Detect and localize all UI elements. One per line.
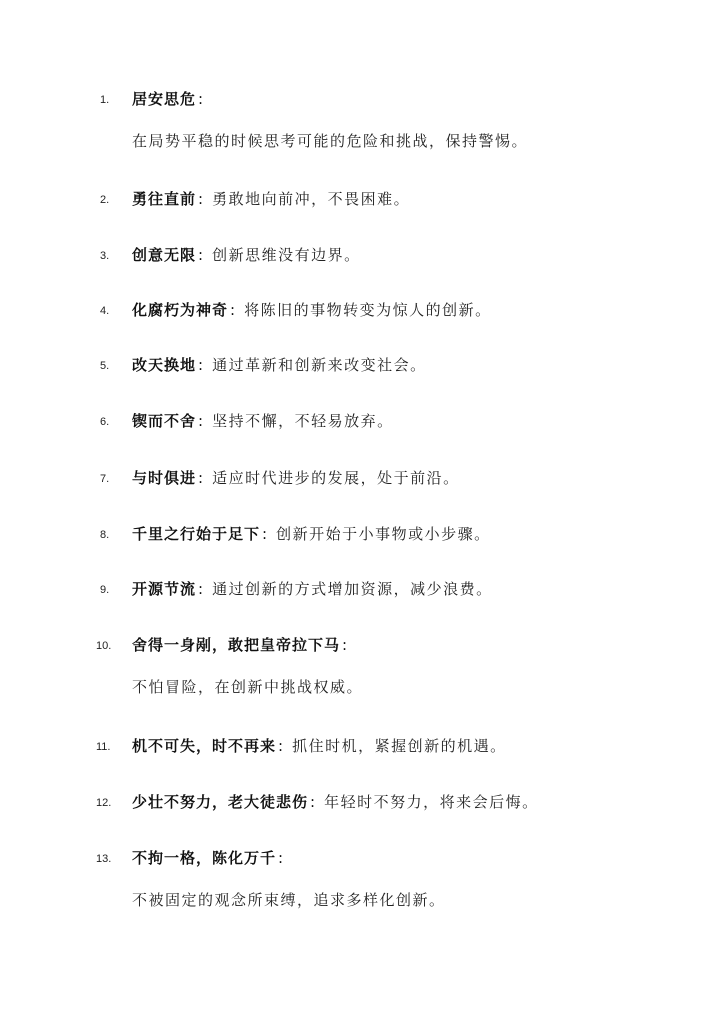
list-item xyxy=(0,297,720,323)
item-colon: : xyxy=(310,793,317,811)
item-description: 将陈旧的事物转变为惊人的创新。 xyxy=(244,301,492,319)
item-colon: : xyxy=(342,636,349,654)
item-description: 创新思维没有边界。 xyxy=(212,246,361,264)
item-title: 居安思危 xyxy=(132,90,197,108)
item-description: 不怕冒险，在创新中挑战权威。 xyxy=(132,678,364,696)
item-description: 勇敢地向前冲，不畏困难。 xyxy=(212,190,411,208)
list-item xyxy=(0,576,720,602)
item-colon: : xyxy=(198,580,205,598)
item-description: 创新开始于小事物或小步骤。 xyxy=(276,525,491,543)
item-number: 1. xyxy=(100,94,110,106)
item-description: 年轻时不努力，将来会后悔。 xyxy=(324,793,539,811)
item-title: 不拘一格，陈化万千 xyxy=(132,849,277,867)
item-colon: : xyxy=(198,246,205,264)
item-number: 10. xyxy=(96,640,112,652)
item-number: 11. xyxy=(96,741,111,753)
item-number: 9. xyxy=(100,584,110,596)
list-item xyxy=(0,408,720,434)
item-colon: : xyxy=(198,469,205,487)
item-number: 13. xyxy=(96,853,112,865)
item-description: 适应时代进步的发展，处于前沿。 xyxy=(212,469,460,487)
item-title: 千里之行始于足下 xyxy=(132,525,261,543)
item-colon: : xyxy=(230,301,237,319)
list-item xyxy=(0,352,720,378)
list-item xyxy=(0,789,720,815)
list-item xyxy=(0,521,720,547)
list-item xyxy=(0,186,720,212)
item-colon: : xyxy=(198,190,205,208)
list-item xyxy=(0,465,720,491)
item-title: 舍得一身剐，敢把皇帝拉下马 xyxy=(132,636,341,654)
item-title: 改天换地 xyxy=(132,356,197,374)
list-item xyxy=(0,632,720,700)
list-item xyxy=(0,845,720,913)
item-description: 在局势平稳的时候思考可能的危险和挑战，保持警惕。 xyxy=(132,132,529,150)
item-description: 不被固定的观念所束缚，追求多样化创新。 xyxy=(132,891,446,909)
item-description: 通过创新的方式增加资源，减少浪费。 xyxy=(212,580,493,598)
item-title: 勇往直前 xyxy=(132,190,197,208)
item-description: 通过革新和创新来改变社会。 xyxy=(212,356,427,374)
item-description: 抓住时机，紧握创新的机遇。 xyxy=(292,737,507,755)
list-item xyxy=(0,86,720,154)
item-title: 与时俱进 xyxy=(132,469,197,487)
item-title: 少壮不努力，老大徒悲伤 xyxy=(132,793,309,811)
item-number: 4. xyxy=(100,305,110,317)
item-title: 开源节流 xyxy=(132,580,197,598)
item-colon: : xyxy=(262,525,269,543)
item-number: 6. xyxy=(100,416,110,428)
list-item xyxy=(0,733,720,759)
item-title: 创意无限 xyxy=(132,246,197,264)
item-title: 机不可失，时不再来 xyxy=(132,737,277,755)
item-number: 12. xyxy=(96,797,112,809)
item-title: 化腐朽为神奇 xyxy=(132,301,229,319)
item-colon: : xyxy=(198,412,205,430)
list-item xyxy=(0,242,720,268)
item-colon: : xyxy=(198,356,205,374)
item-number: 2. xyxy=(100,194,110,206)
item-colon: : xyxy=(198,90,205,108)
item-title: 锲而不舍 xyxy=(132,412,197,430)
item-number: 3. xyxy=(100,250,110,262)
item-colon: : xyxy=(278,737,285,755)
item-colon: : xyxy=(278,849,285,867)
item-number: 8. xyxy=(100,529,110,541)
item-description: 坚持不懈，不轻易放弃。 xyxy=(212,412,394,430)
item-number: 5. xyxy=(100,360,110,372)
item-number: 7. xyxy=(100,473,110,485)
